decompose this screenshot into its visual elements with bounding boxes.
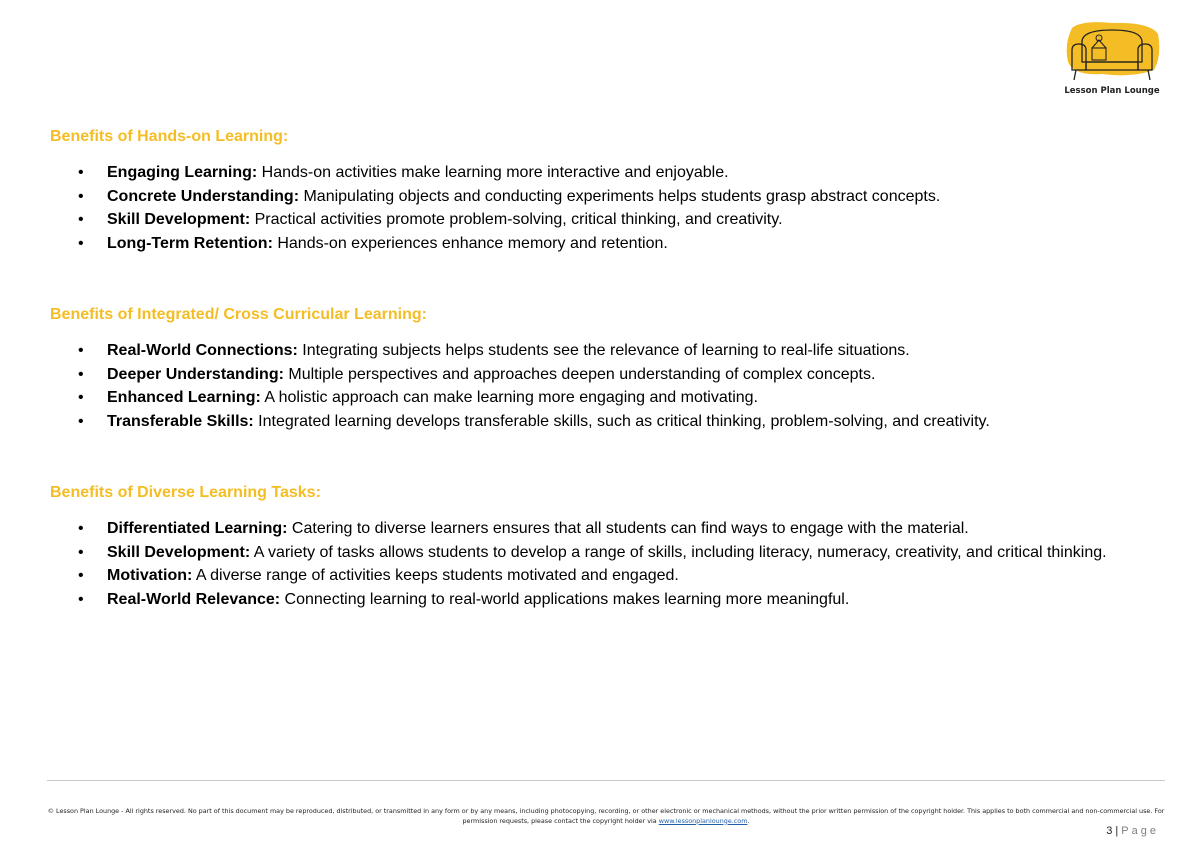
page-separator: | [1112,825,1122,837]
list-item [50,339,1150,363]
benefit-list [50,161,1150,255]
page-label: Page [1121,825,1159,837]
item-text: Connecting learning to real-world applications makes learning more meaningful. [280,590,850,608]
list-item [50,564,1150,588]
section-hands-on-learning [50,127,1150,255]
item-text: Multiple perspectives and approaches deepen understanding of complex concepts. [283,365,876,383]
item-term: Transferable Skills: [107,412,254,430]
bullet-icon: • [78,543,84,561]
item-term: Real-World Relevance: [107,590,281,608]
list-item [50,410,1150,434]
item-text: Catering to diverse learners ensures that all students can find ways to engage with the material. [287,520,969,537]
benefit-list [50,339,1150,433]
copyright-text: © Lesson Plan Lounge - All rights reserved. No part of this document may be reproduced, distributed, or transmitted in any form or by any means, including photocopying, recording, or other electronic or mechanical methods, without the prior written permission of the copyright holder. This applies to both commercial and non-commercial use. For permission requests, please contact the copyright holder via [47,807,1165,825]
item-text: Practical activities promote problem-solving, critical thinking, and creativity. [250,211,783,228]
bullet-icon: • [78,164,84,181]
list-item [50,232,1150,256]
section-heading: Benefits of Integrated/ Cross Curricular Learning: [50,306,427,323]
item-text: A holistic approach can make learning more engaging and motivating. [260,389,758,406]
item-text: Integrating subjects helps students see the relevance of learning to real-life situations. [297,342,910,359]
copyright-suffix: . [747,816,750,825]
item-term: Differentiated Learning: [107,520,288,537]
item-text: Manipulating objects and conducting experiments helps students grasp abstract concepts. [299,187,941,205]
item-text: A variety of tasks allows students to develop a range of skills, including literacy, numeracy, creativity, and critical thinking. [250,543,1107,561]
item-term: Enhanced Learning: [107,389,261,406]
section-diverse-learning-tasks [50,483,1150,611]
item-text: Integrated learning develops transferable skills, such as critical thinking, problem-solving, and creativity. [253,412,990,430]
brand-logo [1062,18,1162,100]
armchair-logo-icon [1062,18,1162,86]
list-item [50,588,1150,612]
list-item [50,517,1150,541]
item-text: Hands-on experiences enhance memory and retention. [272,234,668,252]
bullet-icon: • [78,342,84,359]
item-term: Motivation: [107,567,193,584]
list-item [50,208,1150,232]
copyright-notice [47,807,1165,826]
website-link[interactable]: www.lessonplanlounge.com [658,816,748,825]
list-item [50,363,1150,387]
bullet-icon: • [78,412,84,430]
item-term: Deeper Understanding: [107,365,284,383]
item-term: Engaging Learning: [107,164,258,181]
list-item [50,161,1150,185]
bullet-icon: • [78,187,84,205]
bullet-icon: • [78,590,84,608]
bullet-icon: • [78,520,84,537]
brand-name: Lesson Plan Lounge [1064,86,1160,96]
list-item [50,541,1150,565]
section-integrated-learning [50,305,1150,433]
benefit-list [50,517,1150,611]
item-term: Long-Term Retention: [107,234,273,252]
section-heading: Benefits of Diverse Learning Tasks: [50,484,321,501]
footer-divider [47,780,1165,781]
item-text: A diverse range of activities keeps students motivated and engaged. [192,567,679,584]
section-heading: Benefits of Hands-on Learning: [50,128,289,145]
item-term: Skill Development: [107,543,251,561]
page-number-value: 3 [1106,825,1113,837]
list-item [50,386,1150,410]
bullet-icon: • [78,365,84,383]
bullet-icon: • [78,567,84,584]
item-text: Hands-on activities make learning more interactive and enjoyable. [257,164,729,181]
list-item [50,185,1150,209]
bullet-icon: • [78,389,84,406]
item-term: Real-World Connections: [107,342,298,359]
page-number [1106,825,1159,837]
item-term: Concrete Understanding: [107,187,300,205]
bullet-icon: • [78,234,84,252]
item-term: Skill Development: [107,211,251,228]
bullet-icon: • [78,211,84,228]
